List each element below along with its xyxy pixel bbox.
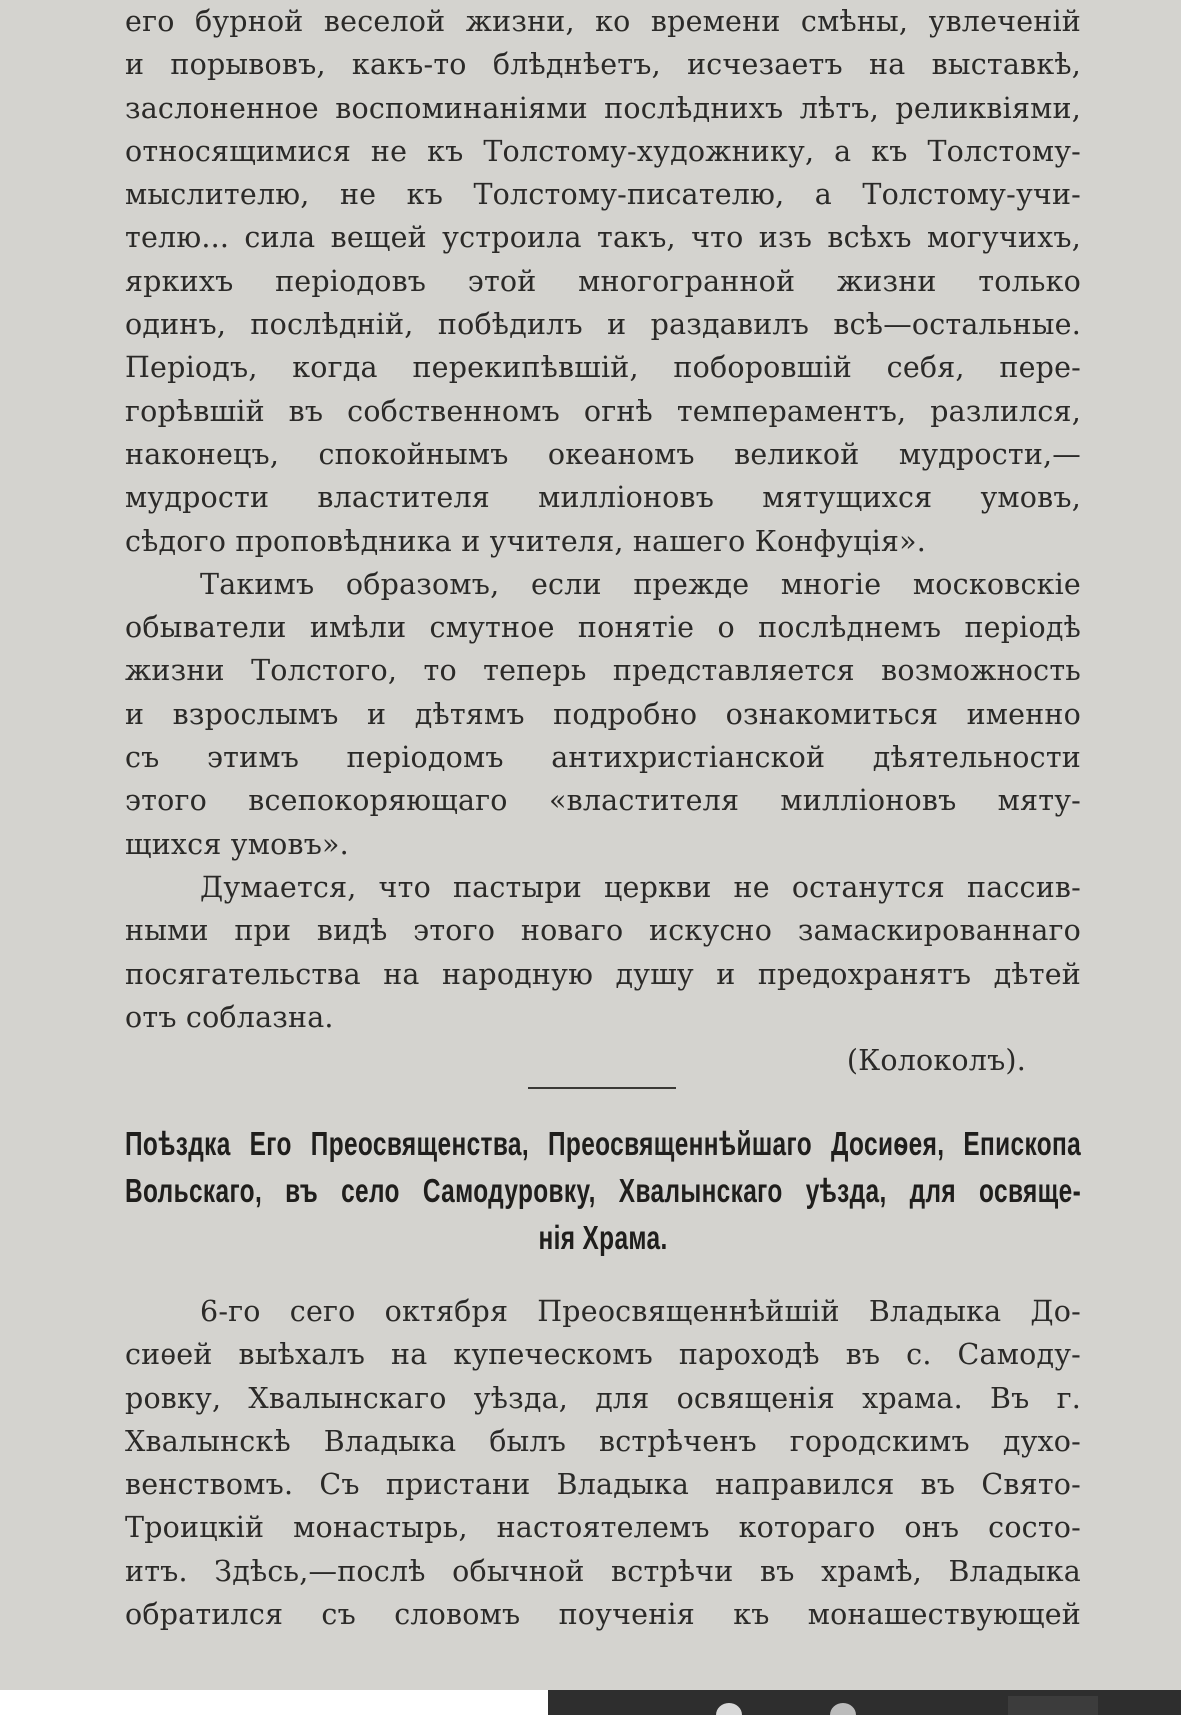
heading-line: Поѣздка Его Преосвященства, Преосвященнѣйшаго Досиѳея, Епископа	[125, 1125, 1082, 1162]
heading-line: нія Храма.	[538, 1219, 668, 1256]
text-line: обратился съ словомъ поученія къ монашествующей	[125, 1598, 1081, 1632]
paragraph-2	[125, 563, 1081, 866]
text-line: сѣдого проповѣдника и учителя, нашего Конфуція».	[125, 524, 926, 558]
text-line: Такимъ образомъ, если прежде многіе московскіе	[200, 567, 1081, 601]
text-line: жизни Толстого, то теперь представляется возможность	[125, 654, 1081, 688]
text-line: его бурной веселой жизни, ко времени смѣны, увлеченій	[125, 5, 1081, 38]
text-line: Періодъ, когда перекипѣвшій, поборовшій себя, пере-	[125, 351, 1081, 385]
toolbar-square-icon[interactable]	[1008, 1696, 1098, 1715]
text-line: ными при видѣ этого новаго искусно замаскированнаго	[125, 914, 1081, 948]
text-line: этого всепокоряющаго «властителя милліоновъ мяту-	[125, 784, 1081, 818]
text-line: мыслителю, не къ Толстому-писателю, а Толстому-учи-	[125, 178, 1081, 212]
text-line: телю... сила вещей устроила такъ, что изъ всѣхъ могучихъ,	[125, 221, 1081, 255]
text-line: Думается, что пастыри церкви не останутся пассив-	[200, 870, 1081, 904]
text-line: мудрости властителя милліоновъ мятущихся умовъ,	[125, 481, 1081, 515]
paragraph-3	[125, 866, 1081, 1039]
paragraph-1	[125, 0, 1081, 563]
text-line: съ этимъ періодомъ антихристіанской дѣятельности	[125, 741, 1081, 775]
viewer-toolbar	[548, 1690, 1181, 1715]
paragraph-4	[125, 1290, 1081, 1636]
toolbar-circle-icon[interactable]	[716, 1703, 742, 1715]
text-line: заслоненное воспоминаніями послѣднихъ лѣтъ, реликвіями,	[125, 91, 1081, 125]
text-line: сиѳей выѣхалъ на купеческомъ пароходѣ въ с. Самоду-	[125, 1338, 1081, 1372]
text-line: 6-го сего октября Преосвященнѣйшій Владыка До-	[200, 1295, 1081, 1328]
heading-line: Вольскаго, въ село Самодуровку, Хвалынскаго уѣзда, для освяще-	[125, 1172, 1082, 1209]
text-line: одинъ, послѣдній, побѣдилъ и раздавилъ всѣ—остальные.	[125, 308, 1081, 342]
text-line: и взрослымъ и дѣтямъ подробно ознакомиться именно	[125, 697, 1081, 731]
text-line: итъ. Здѣсь,—послѣ обычной встрѣчи въ храмѣ, Владыка	[125, 1554, 1081, 1588]
text-line: обыватели имѣли смутное понятіе о послѣднемъ періодѣ	[125, 611, 1081, 645]
text-line: отъ соблазна.	[125, 1000, 334, 1034]
text-line: щихся умовъ».	[125, 827, 349, 861]
text-line: наконецъ, спокойнымъ океаномъ великой мудрости,—	[125, 437, 1081, 471]
text-line: посягательства на народную душу и предохранятъ дѣтей	[125, 957, 1081, 991]
article-continuation	[125, 0, 1081, 1082]
text-line: и порывовъ, какъ-то блѣднѣетъ, исчезаетъ на выставкѣ,	[125, 48, 1081, 82]
text-line: Троицкій монастырь, настоятелемъ котораго онъ состо-	[125, 1511, 1081, 1545]
text-line: относящимися не къ Толстому-художнику, а къ Толстому-	[125, 134, 1081, 168]
source-attribution: (Колоколъ).	[846, 1044, 1026, 1078]
text-line: венствомъ. Съ пристани Владыка направился въ Свято-	[125, 1468, 1081, 1502]
section-heading	[125, 1120, 1081, 1261]
toolbar-circle-icon[interactable]	[830, 1703, 856, 1715]
text-line: Хвалынскѣ Владыка былъ встрѣченъ городскимъ духо-	[125, 1424, 1081, 1458]
text-line: яркихъ періодовъ этой многогранной жизни только	[125, 264, 1081, 298]
text-line: ровку, Хвалынскаго уѣзда, для освященія храма. Въ г.	[125, 1381, 1081, 1415]
text-line: горѣвшій въ собственномъ огнѣ темпераментъ, разлился,	[125, 394, 1081, 428]
section-divider	[528, 1087, 676, 1089]
